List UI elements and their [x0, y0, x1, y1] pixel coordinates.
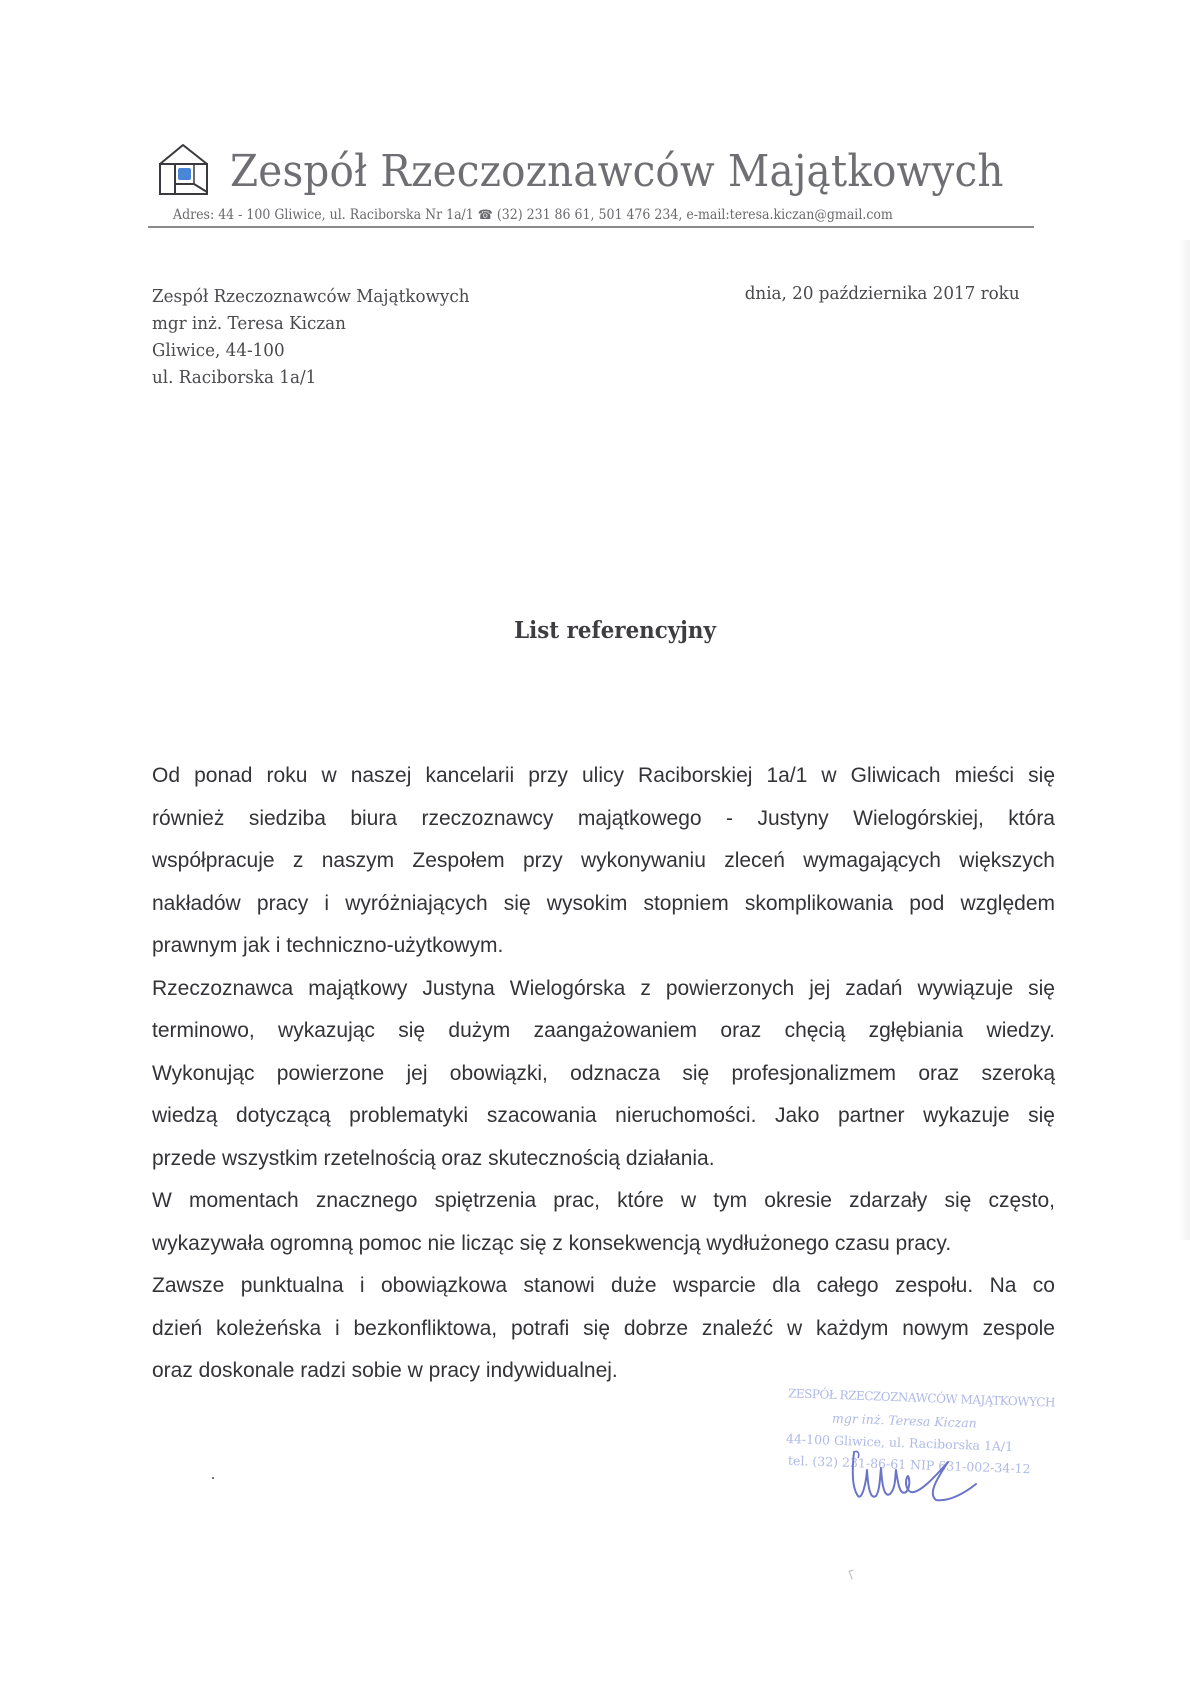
sender-block [152, 283, 469, 391]
signature-icon [840, 1440, 990, 1510]
body-line: również siedziba biura rzeczoznawcy majątkowego - Justyny Wielogórskiej, która [152, 806, 1055, 830]
phone-icon: ☎ [477, 208, 493, 223]
sender-line: Zespół Rzeczoznawców Majątkowych [152, 286, 470, 307]
scan-speck [212, 1477, 214, 1479]
body-line: nakładów pracy i wyróżniających się wysokim stopniem skomplikowania pod względem [152, 891, 1055, 915]
stamp-line: mgr inż. Teresa Kiczan [831, 1410, 978, 1431]
document-title: List referencyjny [514, 617, 716, 644]
letter-date: dnia, 20 października 2017 roku [745, 283, 1020, 304]
body-line: oraz doskonale radzi sobie w pracy indywidualnej. [152, 1359, 618, 1382]
letter-body [152, 755, 1055, 1393]
stamp-line: ZESPÓŁ RZECZOZNAWCÓW MAJĄTKOWYCH [787, 1386, 1056, 1410]
body-line: dzień koleżeńska i bezkonfliktowa, potrafi się dobrze znaleźć w każdym nowym zespole [152, 1316, 1055, 1340]
body-line: współpracuje z naszym Zespołem przy wykonywaniu zleceń wymagających większych [152, 849, 1055, 872]
body-line: wiedzą dotyczącą problematyki szacowania nieruchomości. Jako partner wykazuje się [152, 1104, 1055, 1127]
body-line: przede wszystkim rzetelnością oraz skutecznością działania. [152, 1146, 715, 1170]
sender-line: mgr inż. Teresa Kiczan [152, 313, 346, 334]
letterhead-contact [173, 207, 893, 223]
body-line: W momentach znacznego spiętrzenia prac, które w tym okresie zdarzały się często, [152, 1189, 1055, 1212]
house-icon [154, 138, 214, 198]
body-line: Rzeczoznawca majątkowy Justyna Wielogórska z powierzonych jej zadań wywiązuje się [152, 976, 1055, 1000]
body-line: wykazywała ogromną pomoc nie licząc się z konsekwencją wydłużonego czasu pracy. [152, 1231, 952, 1255]
body-line: terminowo, wykazując się dużym zaangażowaniem oraz chęcią zgłębiania wiedzy. [152, 1019, 1055, 1042]
address-text: Adres: 44 - 100 Gliwice, ul. Raciborska Nr 1a/1 [173, 207, 474, 223]
body-line: Zawsze punktualna i obowiązkowa stanowi duże wsparcie dla całego zespołu. Na co [152, 1274, 1055, 1297]
letterhead-divider [148, 226, 1034, 228]
scan-edge-shadow [1178, 240, 1190, 1240]
company-name: Zespół Rzeczoznawców Majątkowych [230, 146, 1004, 197]
stamp-line: 44-100 Gliwice, ul. Raciborska 1A/1 [785, 1431, 1014, 1454]
sender-line: ul. Raciborska 1a/1 [152, 367, 317, 388]
stamp-line: tel. (32) 231-86-61 NIP 631-002-34-12 [787, 1452, 1031, 1477]
body-line: prawnym jak i techniczno-użytkowym. [152, 934, 504, 957]
scan-speck [849, 1569, 857, 1579]
body-line: Wykonując powierzone jej obowiązki, odznacza się profesjonalizmem oraz szeroką [152, 1061, 1055, 1085]
body-line: Od ponad roku w naszej kancelarii przy ulicy Raciborskiej 1a/1 w Gliwicach mieści się [152, 764, 1055, 787]
contact-text: (32) 231 86 61, 501 476 234, e-mail:teresa.kiczan@gmail.com [496, 207, 893, 223]
sender-line: Gliwice, 44-100 [152, 340, 285, 361]
